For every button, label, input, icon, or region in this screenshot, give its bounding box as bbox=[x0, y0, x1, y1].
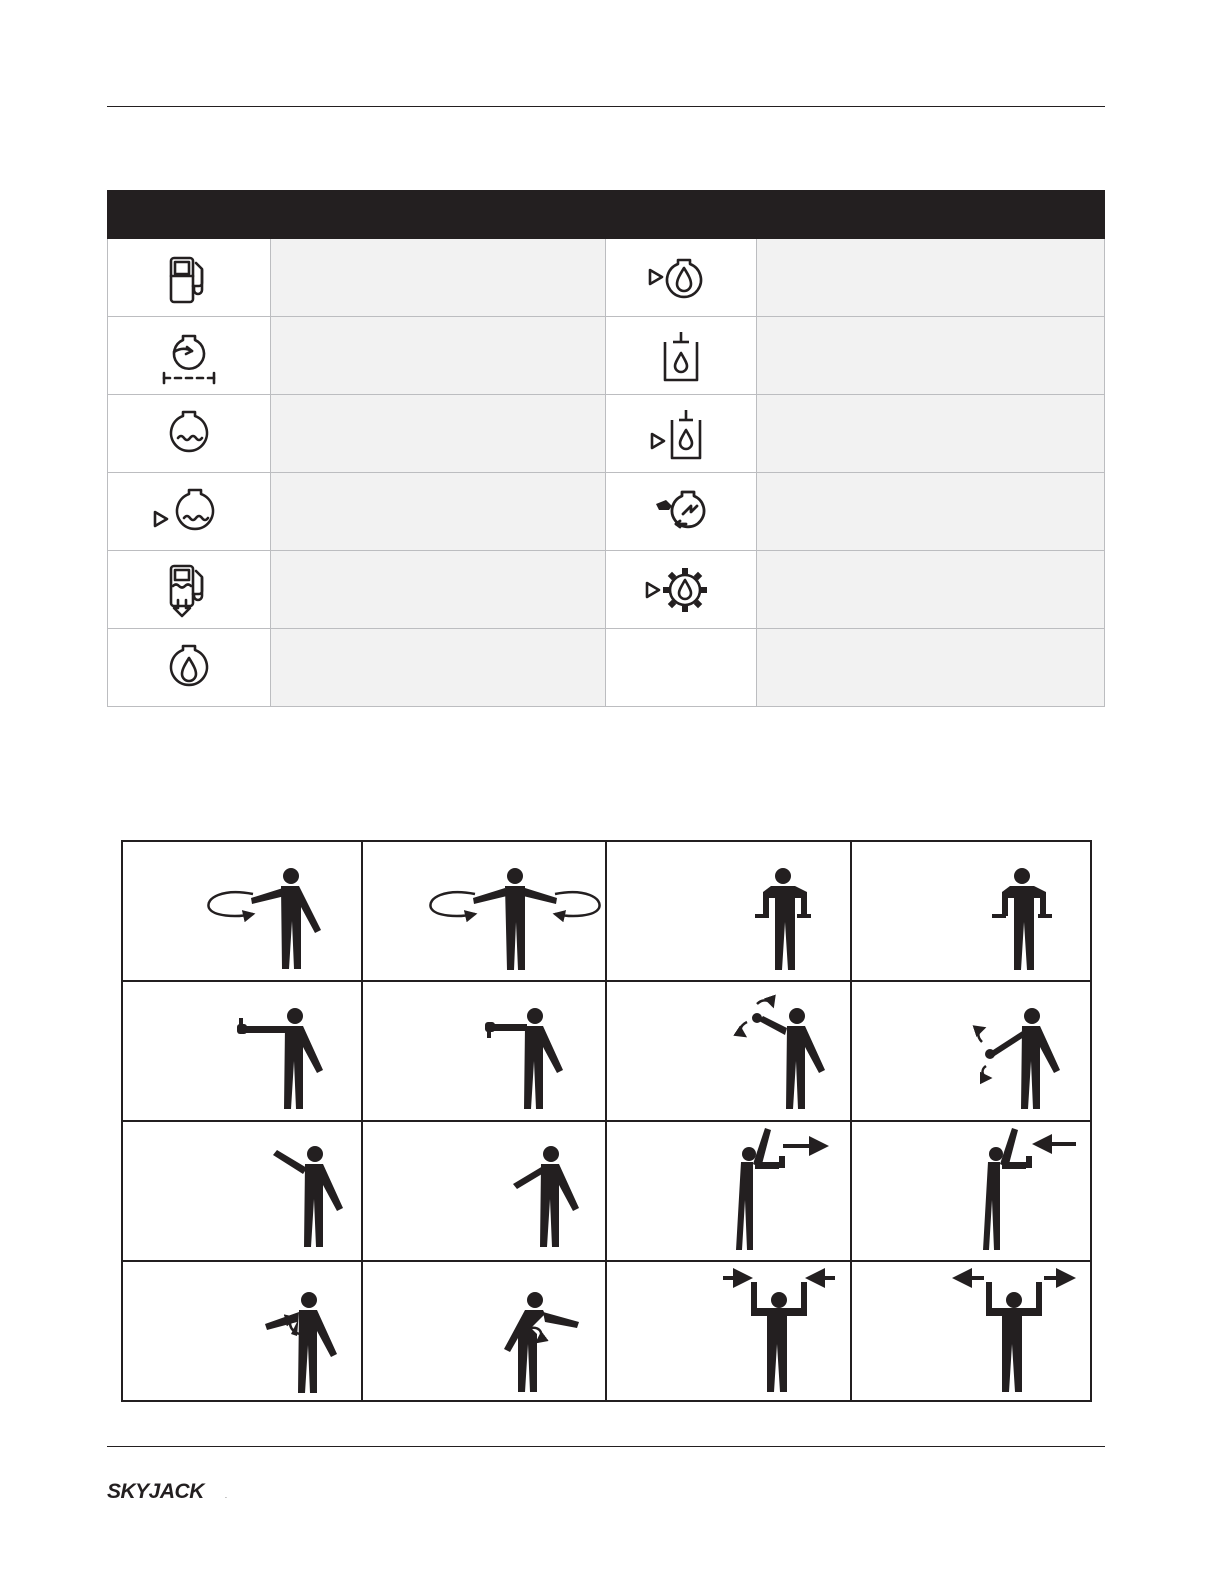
header-cell bbox=[271, 191, 606, 239]
indicator-table bbox=[107, 190, 1105, 707]
svg-text:.: . bbox=[225, 1493, 227, 1500]
raise-boom-signal-icon bbox=[123, 842, 359, 980]
indicator-description bbox=[271, 473, 606, 551]
table-row bbox=[108, 551, 1105, 629]
table-row bbox=[122, 1121, 1091, 1261]
indicator-description bbox=[271, 629, 606, 707]
table-row bbox=[108, 629, 1105, 707]
table-row bbox=[108, 395, 1105, 473]
hydraulic-oil-warning-icon bbox=[646, 404, 716, 464]
svg-text:SKYJACK: SKYJACK bbox=[107, 1480, 204, 1502]
fuel-pump-icon bbox=[159, 248, 219, 308]
engine-oil-icon bbox=[159, 638, 219, 698]
header-rule bbox=[107, 106, 1105, 107]
header-cell bbox=[606, 191, 757, 239]
engine-coolant-temperature-icon bbox=[159, 404, 219, 464]
table-row bbox=[122, 841, 1091, 981]
indicator-description bbox=[757, 473, 1105, 551]
rotate-right-signal-icon bbox=[363, 1262, 603, 1400]
skyjack-logo bbox=[107, 1476, 237, 1502]
hydraulic-oil-level-icon bbox=[651, 326, 711, 386]
stop-signal-icon bbox=[607, 842, 848, 980]
travel-forward-signal-icon bbox=[607, 1122, 848, 1260]
engine-oil-pressure-warning-icon bbox=[646, 248, 716, 308]
telescope-in-signal-icon bbox=[852, 982, 1088, 1120]
emergency-stop-signal-icon bbox=[852, 842, 1088, 980]
travel-reverse-signal-icon bbox=[852, 1122, 1088, 1260]
boom-down-thumb-signal-icon bbox=[363, 982, 603, 1120]
table-row bbox=[108, 239, 1105, 317]
glow-plug-preheat-icon bbox=[154, 326, 224, 386]
footer-rule bbox=[107, 1446, 1105, 1447]
indicator-description bbox=[271, 395, 606, 473]
close-signal-icon bbox=[607, 1262, 848, 1400]
empty-icon-cell bbox=[606, 629, 757, 707]
indicator-table-header bbox=[108, 191, 1105, 239]
indicator-description bbox=[271, 317, 606, 395]
engine-maintenance-icon bbox=[646, 482, 716, 542]
table-row bbox=[122, 981, 1091, 1121]
lower-arm-signal-icon bbox=[363, 1122, 603, 1260]
boom-up-thumb-signal-icon bbox=[123, 982, 359, 1120]
indicator-description bbox=[757, 551, 1105, 629]
indicator-description bbox=[271, 239, 606, 317]
header-cell bbox=[757, 191, 1105, 239]
table-row bbox=[122, 1261, 1091, 1401]
raise-arm-signal-icon bbox=[123, 1122, 359, 1260]
fuel-drain-icon bbox=[159, 560, 219, 620]
header-cell bbox=[108, 191, 271, 239]
hand-signals-grid bbox=[121, 840, 1092, 1402]
indicator-description bbox=[757, 239, 1105, 317]
indicator-description bbox=[271, 551, 606, 629]
transmission-oil-warning-icon bbox=[643, 560, 719, 620]
swing-signal-icon bbox=[363, 842, 603, 980]
telescope-out-signal-icon bbox=[607, 982, 848, 1120]
engine-coolant-warning-icon bbox=[149, 482, 229, 542]
indicator-description bbox=[757, 395, 1105, 473]
extend-signal-icon bbox=[852, 1262, 1088, 1400]
indicator-description bbox=[757, 317, 1105, 395]
table-row bbox=[108, 317, 1105, 395]
rotate-left-signal-icon bbox=[123, 1262, 359, 1400]
table-row bbox=[108, 473, 1105, 551]
indicator-description bbox=[757, 629, 1105, 707]
